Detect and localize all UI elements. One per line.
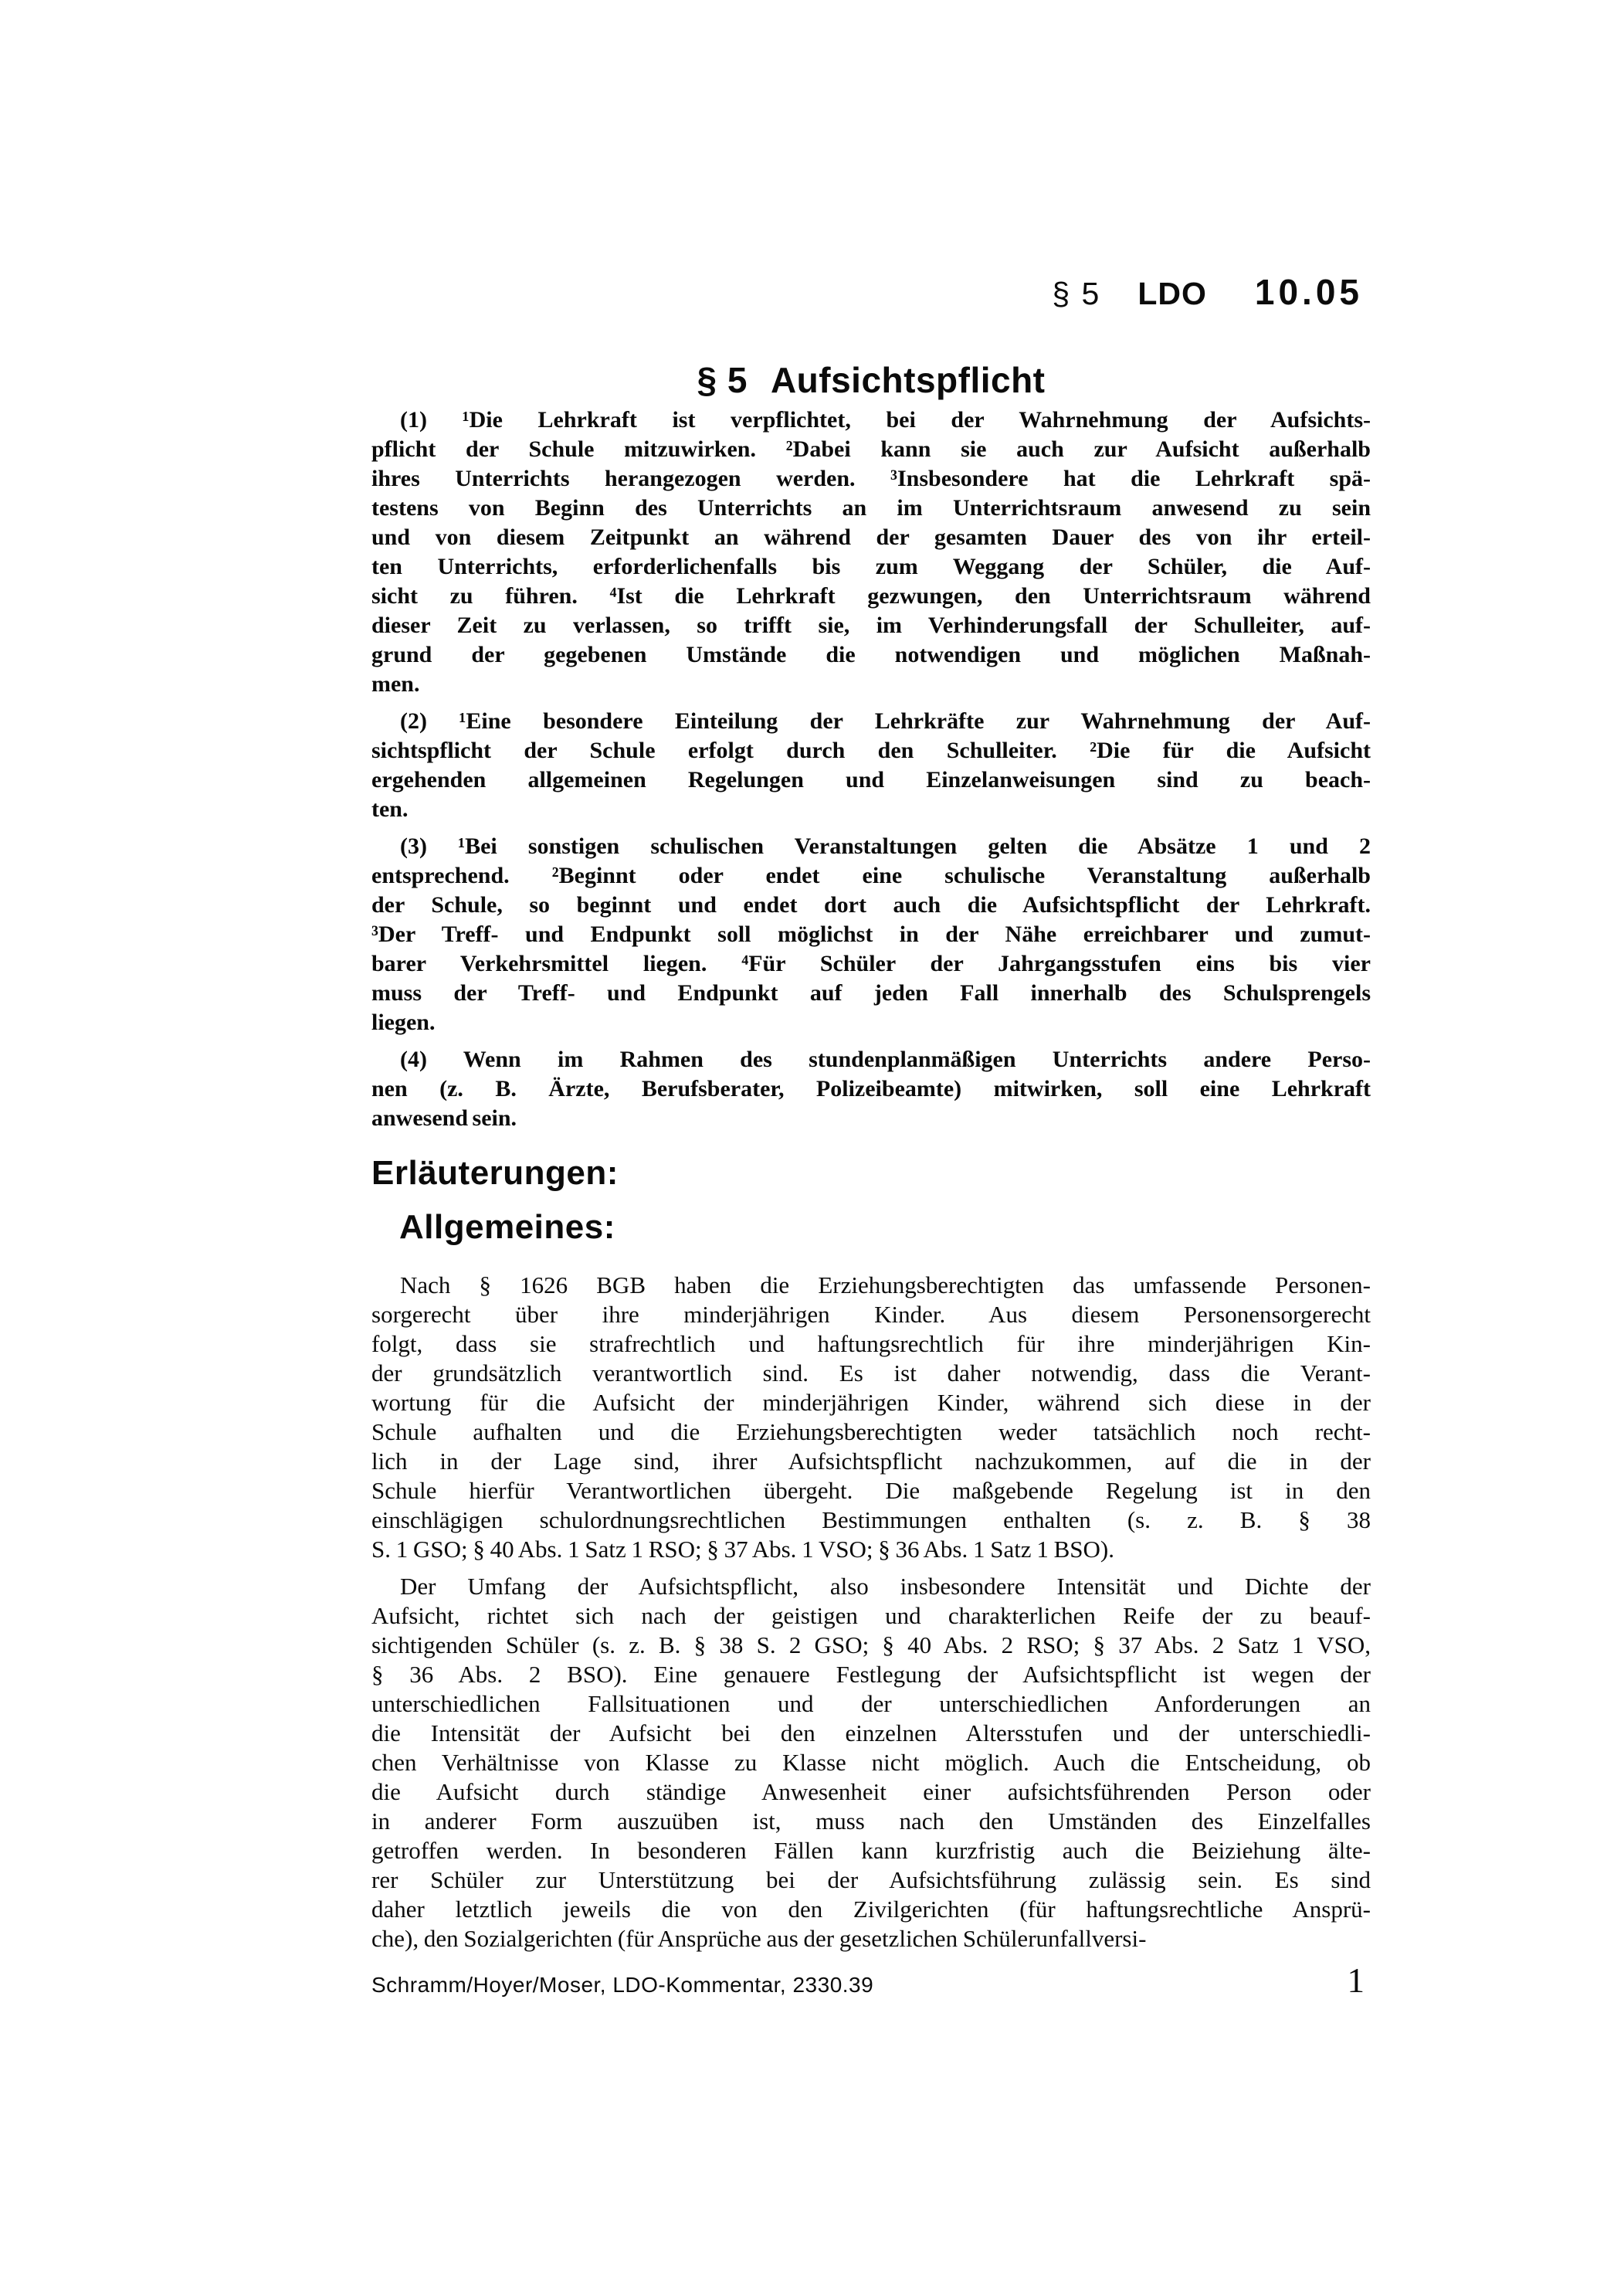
- content-column: [371, 0, 1371, 1953]
- text-line: pflicht der Schule mitzuwirken. ²Dabei kann sie auch zur Aufsicht außerhalb: [371, 436, 1371, 462]
- text-line: Schule hierfür Verantwortlichen übergeht. Die maßgebende Regelung ist in den: [371, 1477, 1371, 1504]
- text-line: ten.: [371, 796, 409, 822]
- text-line: rer Schüler zur Unterstützung bei der Aufsichtsführung zulässig sein. Es sind: [371, 1866, 1371, 1893]
- text-line: sichtigenden Schüler (s. z. B. § 38 S. 2 GSO; § 40 Abs. 2 RSO; § 37 Abs. 2 Satz 1 VSO,: [371, 1631, 1371, 1658]
- text-line: Schule aufhalten und die Erziehungsberechtigten weder tatsächlich noch recht-: [371, 1418, 1371, 1445]
- text-line: Aufsicht, richtet sich nach der geistigen und charakterlichen Reife der zu beauf-: [371, 1602, 1371, 1629]
- text-line: unterschiedlichen Fallsituationen und der unterschiedlichen Anforderungen an: [371, 1690, 1371, 1717]
- text-line: sicht zu führen. ⁴Ist die Lehrkraft gezwungen, den Unterrichtsraum während: [371, 583, 1371, 609]
- text-line: der Schule, so beginnt und endet dort auch die Aufsichtspflicht der Lehrkraft.: [371, 892, 1371, 918]
- text-line: Der Umfang der Aufsichtspflicht, also insbesondere Intensität und Dichte der: [400, 1573, 1371, 1600]
- footer-citation: Schramm/Hoyer/Moser, LDO-Kommentar, 2330.39: [371, 1973, 874, 1997]
- text-line: (1) ¹Die Lehrkraft ist verpflichtet, bei der Wahrnehmung der Aufsichts-: [400, 407, 1371, 433]
- text-line: einschlägigen schulordnungsrechtlichen Bestimmungen enthalten (s. z. B. § 38: [371, 1506, 1371, 1533]
- text-line: die Aufsicht durch ständige Anwesenheit einer aufsichtsführenden Person oder: [371, 1778, 1371, 1805]
- text-line: folgt, dass sie strafrechtlich und haftungsrechtlich für ihre minderjährigen Kin-: [371, 1330, 1371, 1357]
- text-line: (3) ¹Bei sonstigen schulischen Veranstaltungen gelten die Absätze 1 und 2: [400, 833, 1371, 859]
- text-line: Nach § 1626 BGB haben die Erziehungsberechtigten das umfassende Personen-: [400, 1271, 1371, 1298]
- text-line: nen (z. B. Ärzte, Berufsberater, Polizeibeamte) mitwirken, soll eine Lehrkraft: [371, 1076, 1371, 1101]
- text-line: ³Der Treff- und Endpunkt soll möglichst in der Nähe erreichbarer und zumut-: [371, 922, 1371, 947]
- statute-paragraph: [371, 1045, 1371, 1133]
- running-head-code-abbr: LDO: [1137, 276, 1207, 311]
- statute-paragraph: [371, 406, 1371, 699]
- running-head: [371, 272, 1371, 318]
- text-line: lich in der Lage sind, ihrer Aufsichtspflicht nachzukommen, auf die in der: [371, 1448, 1371, 1475]
- commentary-heading: Erläuterungen:: [371, 1154, 619, 1192]
- commentary-subheading: Allgemeines:: [399, 1208, 615, 1246]
- text-line: dieser Zeit zu verlassen, so trifft sie, im Verhinderungsfall der Schulleiter, auf-: [371, 613, 1371, 638]
- statute-paragraph: [371, 707, 1371, 824]
- text-line: und von diesem Zeitpunkt an während der gesamten Dauer des von ihr erteil-: [371, 524, 1371, 550]
- text-line: S. 1 GSO; § 40 Abs. 1 Satz 1 RSO; § 37 Abs. 1 VSO; § 36 Abs. 1 Satz 1 BSO).: [371, 1536, 1114, 1563]
- page-number: 1: [1347, 1961, 1365, 2000]
- text-line: che), den Sozialgerichten (für Ansprüche aus der gesetzlichen Schülerunfallversi-: [371, 1925, 1147, 1952]
- text-line: anwesend sein.: [371, 1105, 517, 1131]
- text-line: (2) ¹Eine besondere Einteilung der Lehrkräfte zur Wahrnehmung der Auf-: [400, 708, 1371, 734]
- text-line: grund der gegebenen Umstände die notwendigen und möglichen Maßnah-: [371, 642, 1371, 667]
- section-title: [371, 361, 1371, 399]
- running-head-register-number: 10.05: [1254, 272, 1363, 312]
- text-line: ihres Unterrichts herangezogen werden. ³Insbesondere hat die Lehrkraft spä-: [371, 466, 1371, 491]
- commentary-paragraph: [371, 1572, 1371, 1953]
- text-line: die Intensität der Aufsicht bei den einzelnen Altersstufen und der unterschiedli-: [371, 1719, 1371, 1746]
- text-line: chen Verhältnisse von Klasse zu Klasse nicht möglich. Auch die Entscheidung, ob: [371, 1749, 1371, 1776]
- text-line: getroffen werden. In besonderen Fällen kann kurzfristig auch die Beiziehung älte-: [371, 1837, 1371, 1864]
- text-line: entsprechend. ²Beginnt oder endet eine schulische Veranstaltung außerhalb: [371, 863, 1371, 888]
- statute-paragraph: [371, 832, 1371, 1037]
- text-line: daher letztlich jeweils die von den Zivilgerichten (für haftungsrechtliche Ansprü-: [371, 1896, 1371, 1923]
- commentary-paragraph: [371, 1271, 1371, 1564]
- text-line: liegen.: [371, 1010, 436, 1035]
- text-line: wortung für die Aufsicht der minderjährigen Kinder, während sich diese in der: [371, 1389, 1371, 1416]
- section-title-text: Aufsichtspflicht: [770, 360, 1046, 400]
- text-line: barer Verkehrsmittel liegen. ⁴Für Schüler der Jahrgangsstufen eins bis vier: [371, 951, 1371, 976]
- text-line: muss der Treff- und Endpunkt auf jeden Fall innerhalb des Schulsprengels: [371, 980, 1371, 1006]
- text-line: sorgerecht über ihre minderjährigen Kinder. Aus diesem Personensorgerecht: [371, 1301, 1371, 1328]
- text-line: in anderer Form auszuüben ist, muss nach den Umständen des Einzelfalles: [371, 1807, 1371, 1835]
- text-line: der grundsätzlich verantwortlich sind. Es ist daher notwendig, dass die Verant-: [371, 1359, 1371, 1387]
- section-title-number: § 5: [697, 360, 748, 400]
- text-line: sichtspflicht der Schule erfolgt durch den Schulleiter. ²Die für die Aufsicht: [371, 738, 1371, 763]
- running-head-paragraph-ref: § 5: [1052, 276, 1101, 311]
- text-line: ergehenden allgemeinen Regelungen und Einzelanweisungen sind zu beach-: [371, 767, 1371, 793]
- text-line: testens von Beginn des Unterrichts an im Unterrichtsraum anwesend zu sein: [371, 495, 1371, 521]
- text-line: § 36 Abs. 2 BSO). Eine genauere Festlegung der Aufsichtspflicht ist wegen der: [371, 1661, 1371, 1688]
- page-footer: [371, 1960, 1371, 2001]
- text-line: men.: [371, 671, 420, 697]
- text-line: (4) Wenn im Rahmen des stundenplanmäßigen Unterrichts andere Perso-: [400, 1047, 1371, 1072]
- text-line: ten Unterrichts, erforderlichenfalls bis zum Weggang der Schüler, die Auf-: [371, 554, 1371, 579]
